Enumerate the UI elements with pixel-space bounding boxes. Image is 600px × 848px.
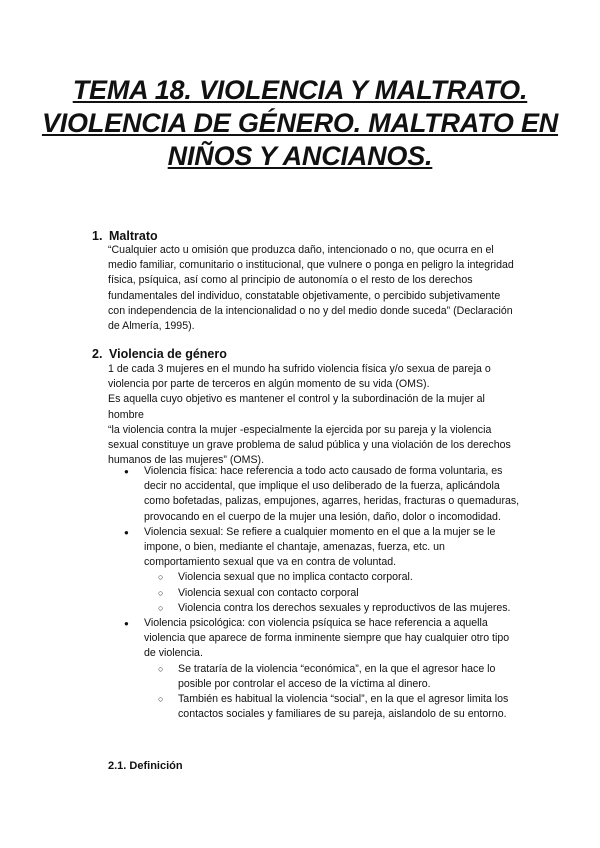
section-title: Maltrato xyxy=(109,229,158,243)
sublist-item: ○ Violencia sexual con contacto corporal xyxy=(144,586,520,601)
paragraph: Es aquella cuyo objetivo es mantener el control y la subordinación de la mujer al hombre xyxy=(108,393,485,421)
page-title: TEMA 18. VIOLENCIA Y MALTRATO. VIOLENCIA DE GÉNERO. MALTRATO EN NIÑOS Y ANCIANOS. xyxy=(41,75,559,171)
list-item-text: Violencia física: hace referencia a todo acto causado de forma voluntaria, es decir no accidental, que implique el uso deliberado de la fuerza, aplicándola como bofetadas, palizas, empujones, agarres, heridas, fracturas o quemaduras, provocando en el cuerpo de la mujer una lesión, daño, dolor o incomodidad. xyxy=(144,465,520,523)
section-heading-maltrato xyxy=(92,228,158,244)
section-number: 1. xyxy=(92,229,103,243)
sublist-item: ○ Violencia sexual que no implica contacto corporal. xyxy=(144,570,520,585)
section-number: 2. xyxy=(92,347,103,361)
section-title: Violencia de género xyxy=(109,347,227,361)
sublist xyxy=(144,570,520,616)
list-item xyxy=(108,525,520,616)
list-item-text: Violencia sexual: Se refiere a cualquier momento en el que a la mujer se le impone, o bien, mediante el chantaje, amenazas, fuerza, etc. un comportamiento sexual que va en contra de voluntad. xyxy=(144,525,496,569)
sublist xyxy=(144,662,520,723)
violence-types-list xyxy=(108,464,520,722)
section-heading-violencia-genero xyxy=(92,346,227,362)
paragraph: 1 de cada 3 mujeres en el mundo ha sufrido violencia física y/o sexua de pareja o violencia por parte de terceros en algún momento de su vida (OMS). xyxy=(108,363,491,391)
paragraph: “la violencia contra la mujer -especialmente la ejercida por su pareja y la violencia sexual constituye un grave problema de salud pública y una violación de los derechos humanos de las mujeres” (OMS). xyxy=(108,423,511,467)
subsection-number: 2.1. xyxy=(108,760,127,772)
subsection-heading-definicion xyxy=(108,760,183,772)
list-item xyxy=(108,464,520,525)
sublist-item: ○ Violencia contra los derechos sexuales y reproductivos de las mujeres. xyxy=(144,601,520,616)
sublist-item: ○ También es habitual la violencia “social”, en la que el agresor limita los contactos sociales y familiares de su pareja, aislandolo de su entorno. xyxy=(144,692,520,722)
sublist-item: ○ Se trataría de la violencia “económica”, en la que el agresor hace lo posible por controlar el acceso de la víctima al dinero. xyxy=(144,662,520,692)
list-item xyxy=(108,616,520,722)
violencia-genero-intro xyxy=(108,362,518,468)
list-item-text: Violencia psicológica: con violencia psíquica se hace referencia a aquella violencia que aparece de forma inminente siempre que hay cualquier otro tipo de violencia. xyxy=(144,617,510,660)
subsection-title: Definición xyxy=(129,760,183,772)
maltrato-definition: “Cualquier acto u omisión que produzca daño, intencionado o no, que ocurra en el medio familiar, comunitario o institucional, que vulnere o ponga en peligro la integridad física, psíquica, así como al principio de autonomía o el resto de los derechos fundamentales del individuo, constatable objetivamente, o percibido subjetivamente con independencia de la intencionalidad o no y del medio donde suceda” (Declaración de Almería, 1995). xyxy=(108,244,514,333)
